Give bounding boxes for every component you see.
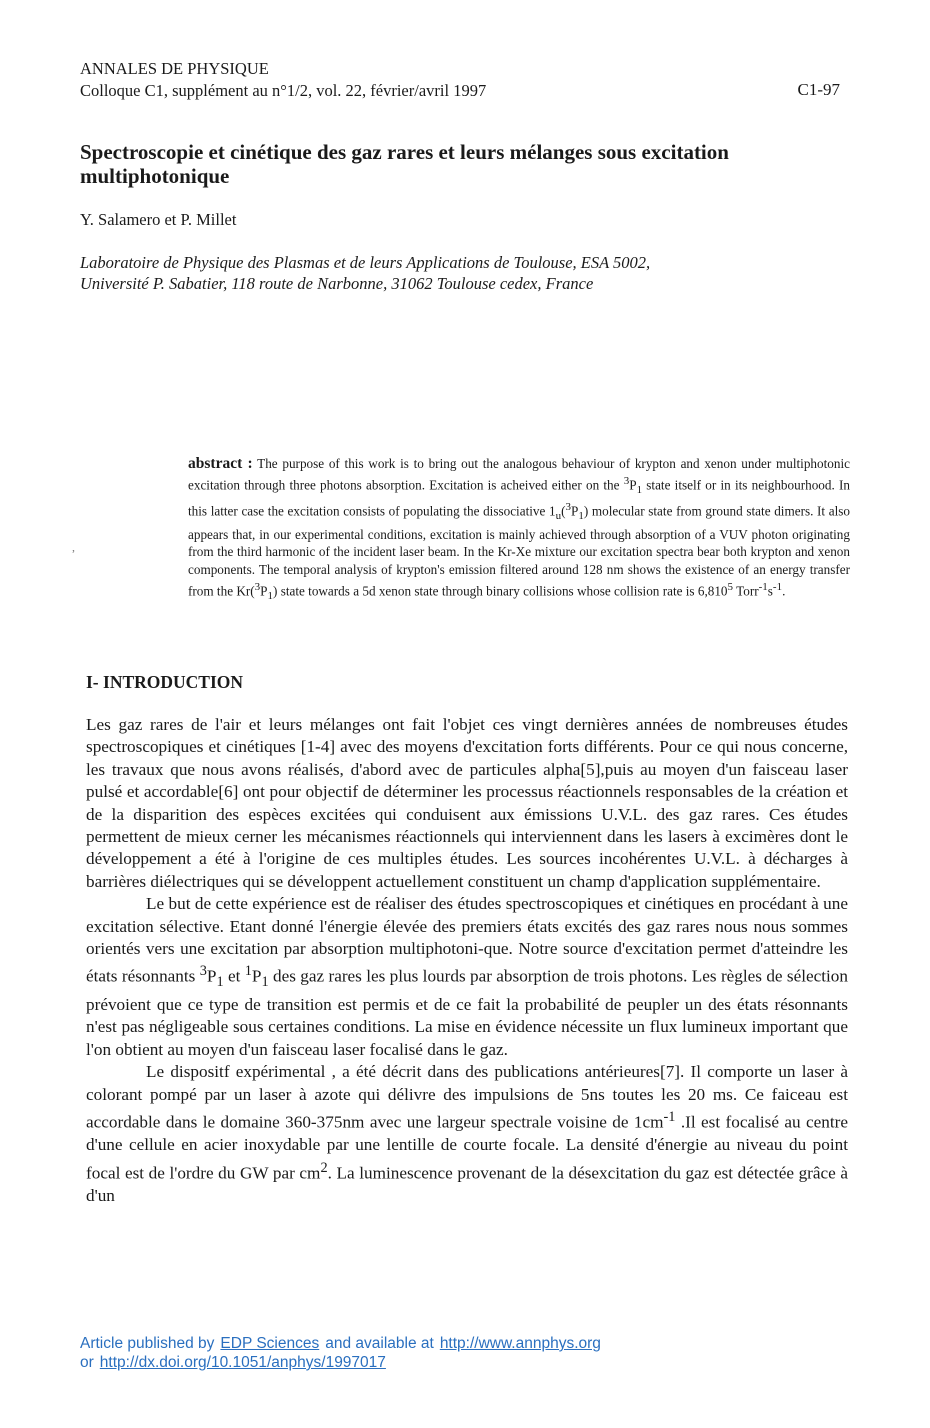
abstract-sub: 1 bbox=[267, 589, 273, 602]
section-heading: I- INTRODUCTION bbox=[86, 672, 244, 692]
abstract-text: P bbox=[571, 503, 579, 519]
paragraph-text: des gaz rares les plus lourds par absorption de trois photons. Les règles de sélection prévoient que ce type de transition est permis et de ce fait la probabilité de peupler un des états résonnants n'est pas négligeable sous certaines conditions. La mise en évidence nécessite un flux lumineux important que l'on obtient au moyen d'un faisceau laser focalisé dans le gaz. bbox=[86, 967, 848, 1059]
paragraph-sub: 1 bbox=[261, 974, 269, 991]
footer-line-1 bbox=[80, 1334, 601, 1353]
footer-line-2 bbox=[80, 1353, 601, 1372]
abstract bbox=[188, 455, 850, 605]
paragraph-sub: 1 bbox=[216, 974, 224, 991]
affiliation-line-2: Université P. Sabatier, 118 route de Narbonne, 31062 Toulouse cedex, France bbox=[80, 274, 594, 293]
scan-mark: , bbox=[72, 540, 75, 554]
abstract-text: The purpose of this work is to bring out the analogous behaviour of krypton and xenon under multiphotonic excitation through three photons absorption. Excitation is acheived either on the bbox=[188, 456, 850, 492]
footer-text: or bbox=[80, 1354, 94, 1371]
edp-sciences-link[interactable]: EDP Sciences bbox=[220, 1335, 320, 1352]
abstract-text: ) state towards a 5d xenon state through binary collisions whose collision rate is 6,810 bbox=[273, 583, 728, 599]
doi-link[interactable]: http://dx.doi.org/10.1051/anphys/1997017 bbox=[99, 1354, 386, 1371]
affiliation bbox=[80, 252, 870, 294]
paragraph-text: P bbox=[251, 967, 262, 987]
abstract-sub: 1 bbox=[636, 483, 643, 496]
publication-footer bbox=[80, 1334, 601, 1372]
abstract-label: abstract : bbox=[188, 455, 253, 472]
paragraph-1: Les gaz rares de l'air et leurs mélanges ont fait l'objet ces vingt dernières années de nombreuses études spectroscopiques et cinétiques [1-4] avec des moyens d'excitation forts différents. Pour ce qui nous concerne, les travaux que nous avons réalisés, d'abord avec de particules alpha[5],puis au moyen d'un faisceau laser pulsé et accordable[6] ont pour objectif de déterminer les processus réactionnels responsables de la création et de la disparition des espèces excitées qui conduisent aux émissions U.V.L. des gaz rares. Ces études permettent de mieux cerner les mécanismes réactionnels qui interviennent dans les lasers à excimères dont le développement a été à l'origine de ces multiples études. Les sources incohérentes U.V.L. à décharges à barrières diélectriques qui se développent actuellement constituent un champ d'application supplémentaire. bbox=[86, 715, 848, 891]
colloque-info: Colloque C1, supplément au n°1/2, vol. 22, février/avril 1997 bbox=[80, 81, 487, 100]
paragraph-sup: 2 bbox=[320, 1159, 328, 1176]
authors: Y. Salamero et P. Millet bbox=[80, 210, 237, 229]
annphys-link[interactable]: http://www.annphys.org bbox=[439, 1335, 601, 1352]
paragraph-2 bbox=[86, 893, 848, 1061]
footer-text: Article published by bbox=[80, 1335, 215, 1352]
page-number: C1-97 bbox=[797, 80, 840, 99]
abstract-sup: 3 bbox=[254, 580, 261, 593]
abstract-sup: 3 bbox=[565, 501, 571, 514]
abstract-text: P bbox=[629, 476, 637, 492]
paper-title: Spectroscopie et cinétique des gaz rares et leurs mélanges sous excitation multiphotonique bbox=[80, 140, 729, 188]
abstract-sub: u bbox=[555, 510, 562, 523]
paragraph-3 bbox=[86, 1061, 848, 1207]
paragraph-text: .Il est focalisé au centre d'une cellule en acier inoxydable par une lentille de courte focale. La densité d'énergie au niveau du point focal est de l'ordre du GW par cm bbox=[86, 1112, 848, 1183]
paragraph-text: . La luminescence provenant de la désexcitation du gaz est détectée grâce à d'un bbox=[86, 1163, 848, 1205]
paragraph-text: Le dispositf expérimental , a été décrit dans des publications antérieures[7]. Il comporte un laser à colorant pompé par un laser à azote qui délivre des impulsions de 5ns toutes les 20 ms. Ce faiceau est accordable dans le domaine 360-375nm avec une largeur spectrale voisine de 1cm bbox=[86, 1062, 848, 1132]
body-text bbox=[86, 714, 848, 1207]
paragraph-text: P bbox=[206, 967, 217, 987]
paragraph-sup: 1 bbox=[244, 963, 252, 980]
abstract-sub: 1 bbox=[578, 510, 584, 523]
abstract-text: . bbox=[782, 583, 786, 599]
footer-text: and available at bbox=[325, 1335, 434, 1352]
abstract-sup: 3 bbox=[623, 474, 630, 487]
abstract-sup: 5 bbox=[727, 580, 734, 593]
journal-header bbox=[80, 58, 486, 102]
abstract-text: P bbox=[260, 583, 268, 599]
paragraph-sup: -1 bbox=[663, 1109, 676, 1126]
journal-name: ANNALES DE PHYSIQUE bbox=[80, 59, 269, 78]
abstract-sup: -1 bbox=[758, 580, 768, 593]
abstract-text: s bbox=[767, 583, 773, 599]
abstract-text: ) molecular state from ground state dimers. It also appears that, in our experimental conditions, excitation is mainly achieved through absorption of a VUV photon originating from the third harmonic of the incident laser beam. In the Kr-Xe mixture our excitation spectra bear both krypton and xenon components. The temporal analysis of krypton's emission filtered around 128 nm shows the existence of an energy transfer from the Kr( bbox=[188, 503, 850, 599]
paragraph-sup: 3 bbox=[199, 963, 207, 980]
paragraph-text: et bbox=[223, 967, 245, 987]
affiliation-line-1: Laboratoire de Physique des Plasmas et de leurs Applications de Toulouse, ESA 5002, bbox=[80, 253, 651, 272]
paragraph-text: Le but de cette expérience est de réaliser des études spectroscopiques et cinétiques en procédant à une excitation sélective. Etant donné l'énergie élevée des premiers états excités des gaz rares nous nous sommes orientés vers une excitation par absorption multiphotoni-que. Notre source d'excitation permet d'atteindre les états résonnants bbox=[86, 894, 848, 987]
abstract-text: Torr bbox=[733, 583, 759, 599]
abstract-sup: -1 bbox=[772, 580, 783, 593]
abstract-text: state itself or in its neighbourhood. In this latter case the excitation consists of populating the dissociative 1 bbox=[188, 476, 850, 519]
abstract-text: ( bbox=[561, 503, 566, 519]
